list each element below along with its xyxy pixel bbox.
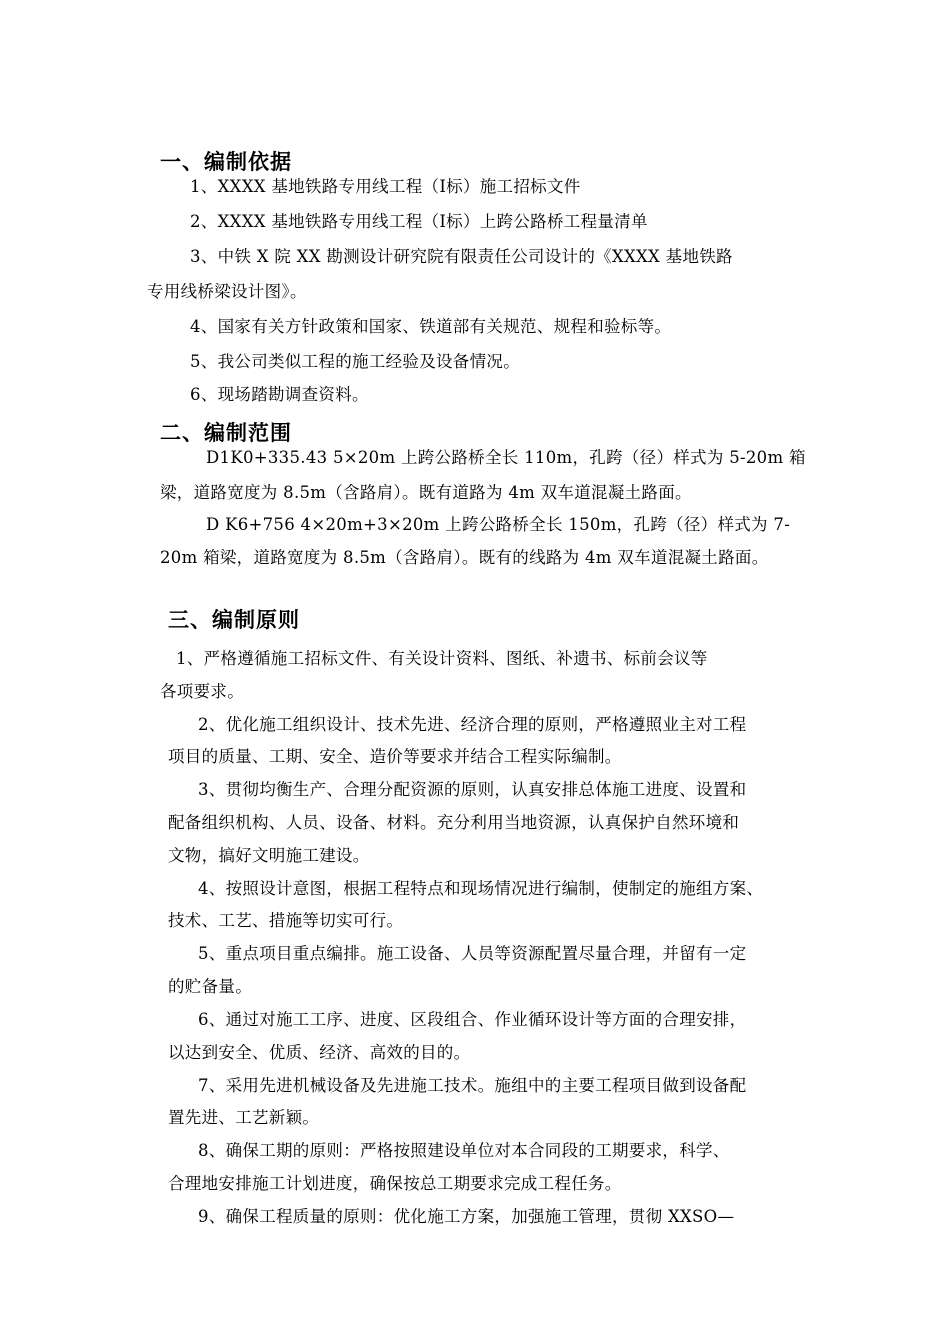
basis-item-4: 4、国家有关方针政策和国家、铁道部有关规范、规程和验标等。 [190,317,672,336]
section-heading-basis: 一、编制依据 [160,150,292,174]
principle-7-cont: 置先进、工艺新颖。 [168,1108,320,1127]
basis-item-5: 5、我公司类似工程的施工经验及设备情况。 [190,352,520,371]
basis-item-1: 1、XXXX 基地铁路专用线工程（Ⅰ标）施工招标文件 [190,177,581,196]
scope-bridge-2: D K6+756 4×20m+3×20m 上跨公路桥全长 150m，孔跨（径）样式为 7- [206,515,791,534]
principle-3: 3、贯彻均衡生产、合理分配资源的原则，认真安排总体施工进度、设置和 [198,780,747,799]
principle-1: 1、严格遵循施工招标文件、有关设计资料、图纸、补遗书、标前会议等 [176,649,708,668]
principle-8: 8、确保工期的原则：严格按照建设单位对本合同段的工期要求，科学、 [198,1141,730,1160]
basis-item-3: 3、中铁 X 院 XX 勘测设计研究院有限责任公司设计的《XXXX 基地铁路 [190,247,733,266]
principle-4-cont: 技术、工艺、措施等切实可行。 [168,911,404,930]
scope-bridge-2-cont: 20m 箱梁，道路宽度为 8.5m（含路肩）。既有的线路为 4m 双车道混凝土路面。 [160,548,769,567]
principle-4: 4、按照设计意图，根据工程特点和现场情况进行编制，使制定的施组方案、 [198,879,764,898]
basis-item-6: 6、现场踏勘调查资料。 [190,385,369,404]
principle-2-cont: 项目的质量、工期、安全、造价等要求并结合工程实际编制。 [168,747,622,766]
scope-bridge-1-cont: 梁，道路宽度为 8.5m（含路肩）。既有道路为 4m 双车道混凝土路面。 [160,483,692,502]
section-heading-scope: 二、编制范围 [160,421,292,445]
principle-9: 9、确保工程质量的原则：优化施工方案，加强施工管理，贯彻 XXSO— [198,1207,735,1226]
principle-6-cont: 以达到安全、优质、经济、高效的目的。 [168,1043,471,1062]
section-heading-principles: 三、编制原则 [168,608,300,632]
principle-1-cont: 各项要求。 [160,682,244,701]
principle-8-cont: 合理地安排施工计划进度，确保按总工期要求完成工程任务。 [168,1174,622,1193]
principle-5-cont: 的贮备量。 [168,977,252,996]
principle-3-cont-b: 文物，搞好文明施工建设。 [168,846,370,865]
basis-item-2: 2、XXXX 基地铁路专用线工程（Ⅰ标）上跨公路桥工程量清单 [190,212,648,231]
principle-7: 7、采用先进机械设备及先进施工技术。施组中的主要工程项目做到设备配 [198,1076,747,1095]
basis-item-3-cont: 专用线桥梁设计图》。 [147,282,307,301]
principle-3-cont-a: 配备组织机构、人员、设备、材料。充分利用当地资源，认真保护自然环境和 [168,813,740,832]
principle-2: 2、优化施工组织设计、技术先进、经济合理的原则，严格遵照业主对工程 [198,715,747,734]
scope-bridge-1: D1K0+335.43 5×20m 上跨公路桥全长 110m，孔跨（径）样式为 5-20m 箱 [206,448,806,467]
principle-5: 5、重点项目重点编排。施工设备、人员等资源配置尽量合理，并留有一定 [198,944,747,963]
principle-6: 6、通过对施工工序、进度、区段组合、作业循环设计等方面的合理安排， [198,1010,747,1029]
